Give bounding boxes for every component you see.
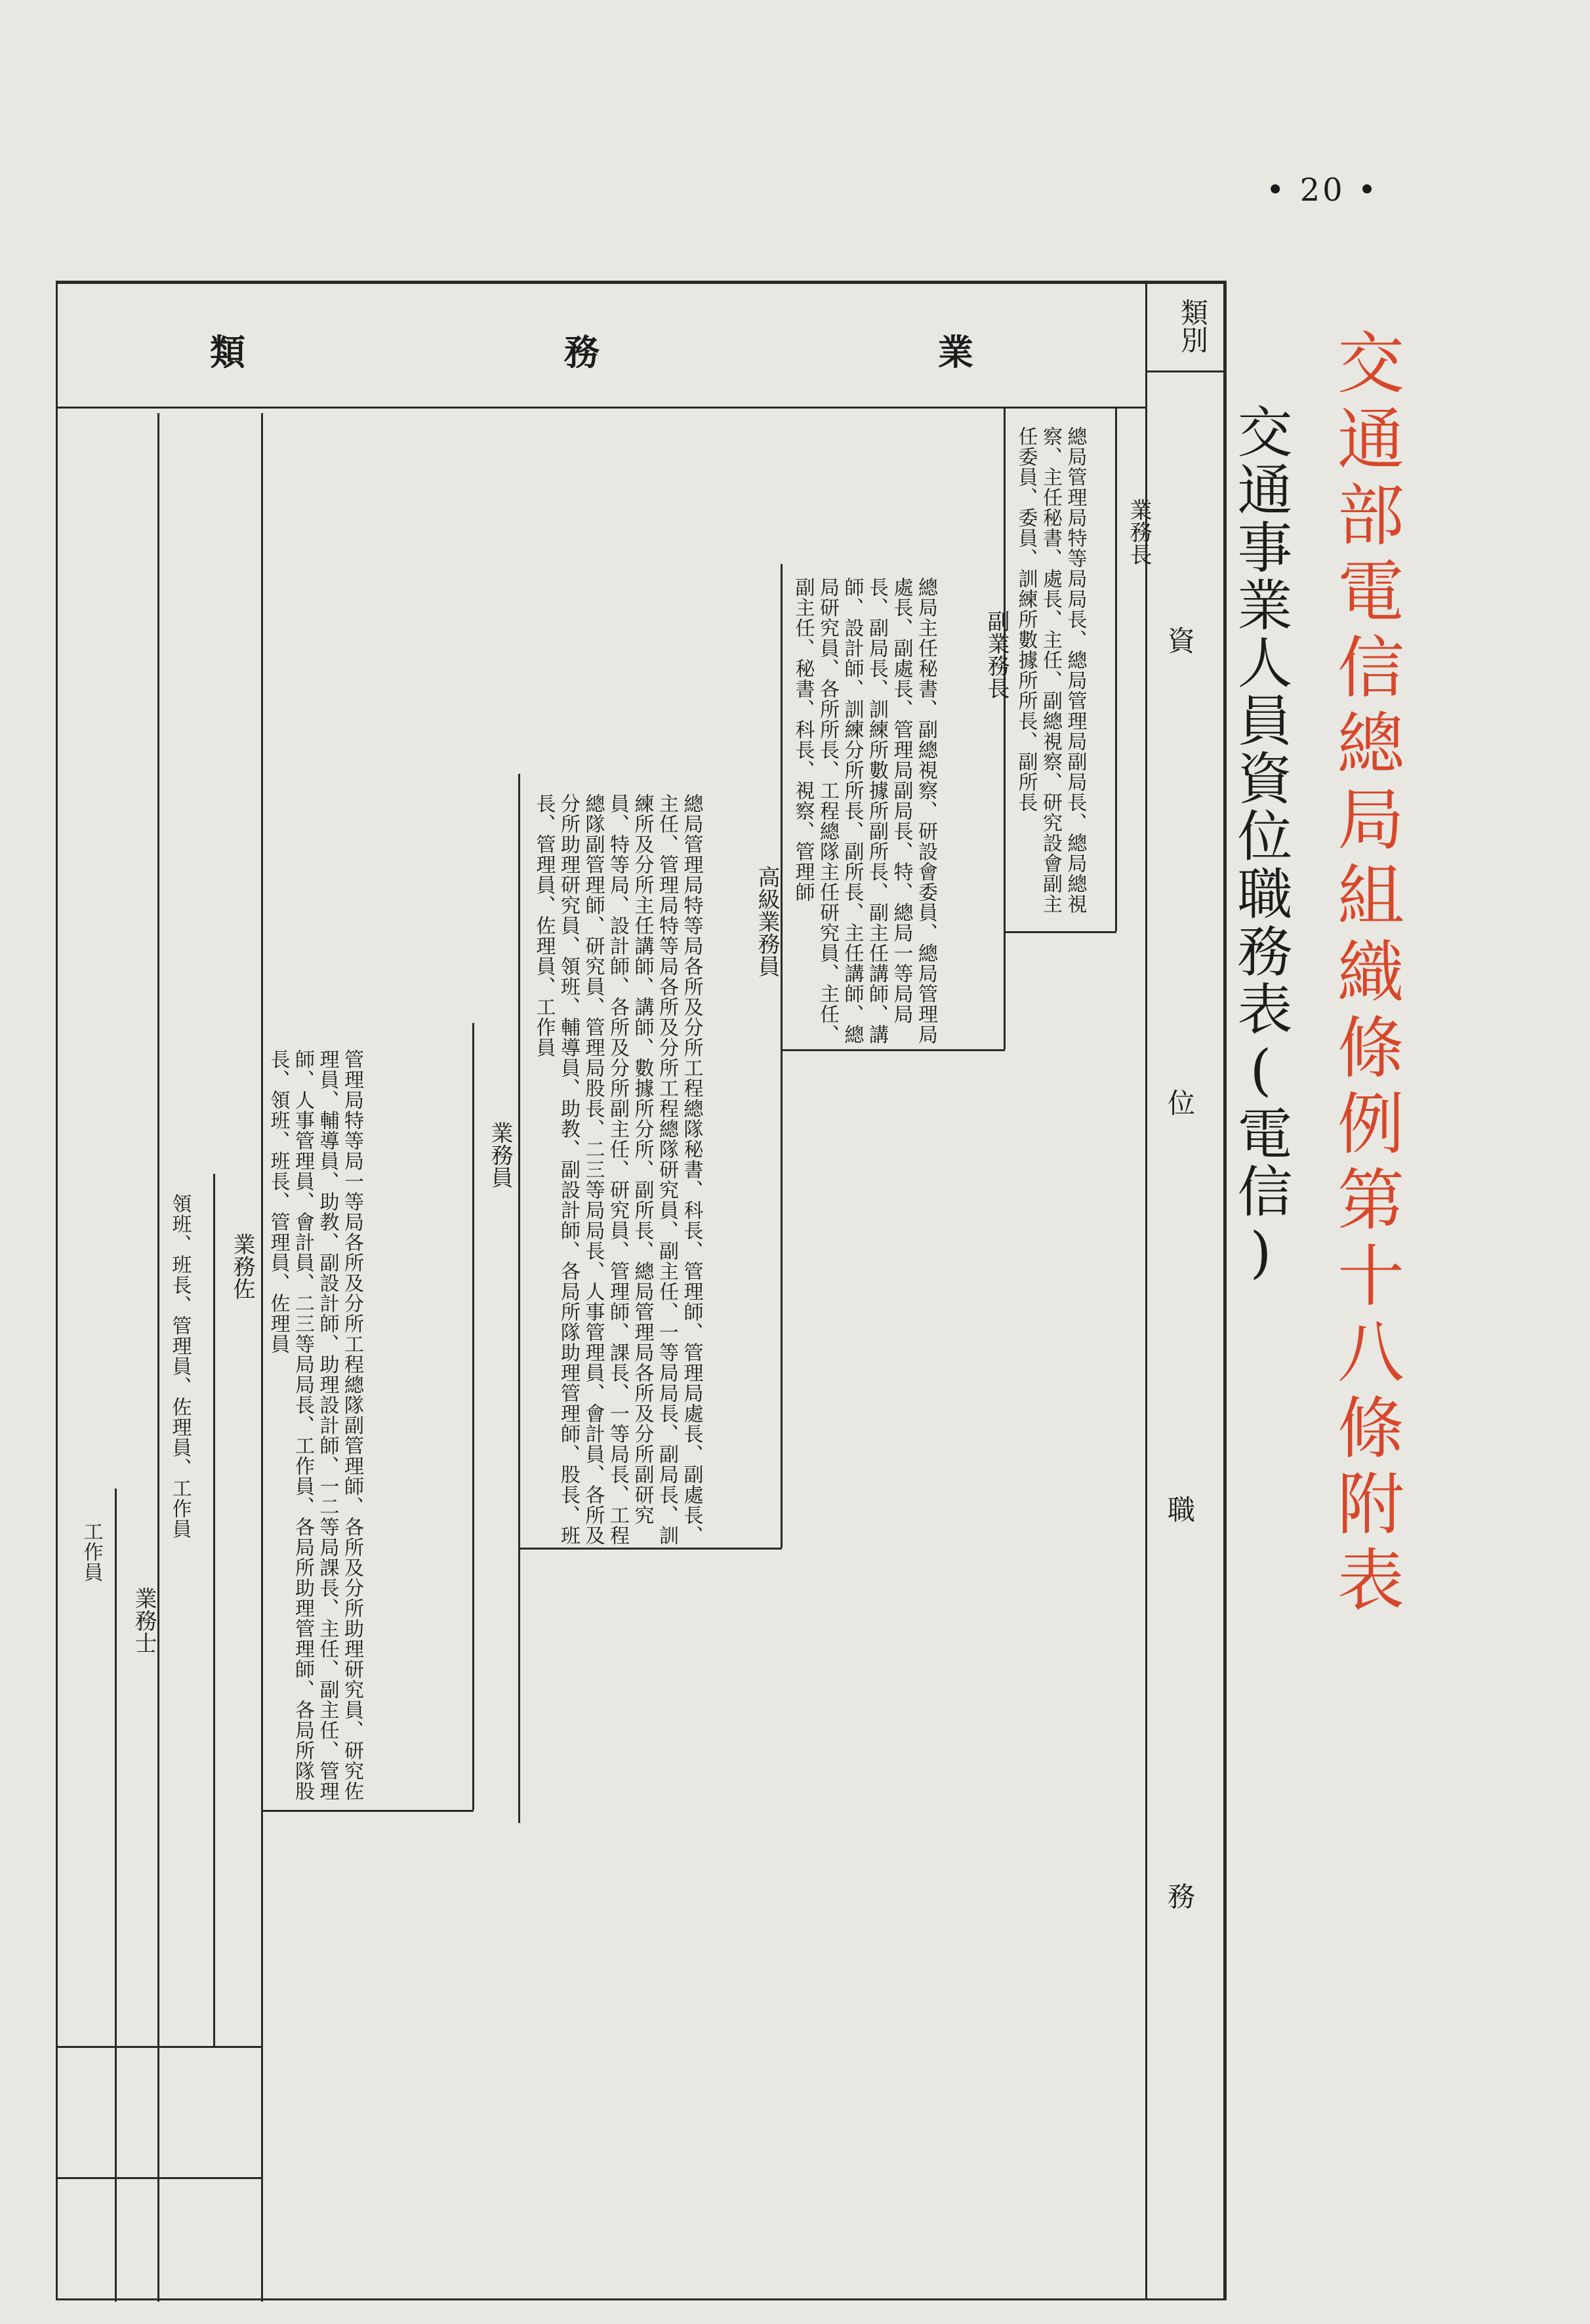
row-rule — [56, 2177, 261, 2179]
grade-box-line — [213, 1174, 215, 2046]
grade-duties: 領班、班長、管理員、佐理員、工作員 — [168, 1193, 192, 1539]
row-rule — [56, 2046, 261, 2048]
appendix-title: 交通部電信總局組織條例第十八條附表 — [1326, 328, 1404, 1621]
table-title: 交通事業人員資位職務表(電信) — [1229, 403, 1293, 1287]
table-right-border — [1223, 281, 1227, 2300]
header-divider — [1145, 281, 1147, 2300]
table-left-border — [56, 281, 58, 2300]
grade-label: 副業務長 — [983, 610, 1009, 699]
grade-box-line — [518, 1548, 782, 1550]
grade-label: 業務佐 — [229, 1233, 255, 1300]
table-top-border — [56, 281, 1227, 284]
grade-box-line — [261, 1810, 474, 1812]
grade-label: 業務士 — [131, 1587, 157, 1654]
category-char-2: 務 — [564, 331, 606, 373]
grade-label: 業務長 — [1126, 498, 1152, 565]
grade-duties: 總局主任秘書、副總視察、研設會委員、總局管理局處長、副處長、管理局副局長、特、總局一等局局長、副局長、訓練所數據所副所長、副主任講師、講師、設計師、訓練分所所長、副所長、主任講師、總局研究員、各所所長、工程總隊主任研究員、主任、副主任、秘書、科長、視察、管理師 — [791, 577, 937, 1045]
grade-duties: 總局管理局特等局各所及分所工程總隊秘書、科長、管理師、管理局處長、副處長、主任、管理局特等局各所及分所工程總隊研究員、副主任、一等局局長、副局長、訓練所及分所主任講師、講師、數據所分所、副所長、總局管理局各所及分所副研究員、特等局、設計師、各所及分所副主任、研究員、管理師、課長、一等局長、工程總隊副管理師、研究員、管理局股長、二三等局局長、人事管理員、會計員、各所及分所助理研究員、領班、輔導員、助教、副設計師、各局所隊助理管理師、股長、班長、管理員、佐理員、工作員 — [532, 793, 703, 1546]
grade-duties: 總局管理局特等局局長、總局管理局副局長、總局總視察、主任秘書、處長、主任、副總視察、研究設會副主任委員、委員、訓練所數據所所長、副所長 — [1014, 426, 1087, 914]
col-head-duty: 職 — [1168, 1494, 1196, 1526]
grade-box-line — [1004, 931, 1116, 933]
grade-duties: 管理局特等局一等局各所及分所工程總隊副管理師、各所及分所助理研究員、研究佐理員、輔導員、助教、副設計師、助理設計師、一二等局課長、主任、副主任、管理師、人事管理員、會計員、二三等局局長、工作員、各局所助理管理師、各局所隊股長、領班、班長、管理員、佐理員 — [266, 1049, 363, 1801]
header-row-divider — [1145, 371, 1225, 372]
grade-box-line — [1004, 407, 1006, 1049]
col-head-category-1: 類別 — [1177, 298, 1209, 353]
grade-label: 業務員 — [487, 1121, 513, 1188]
grade-box-line — [157, 413, 159, 2302]
grade-label: 高級業務員 — [754, 866, 780, 977]
grade-box-line — [261, 413, 263, 2302]
grade-duties: 工作員 — [79, 1521, 103, 1582]
col-head-rank: 資 — [1168, 625, 1196, 657]
table-bottom-border — [56, 2298, 1227, 2300]
category-band-divider — [56, 407, 1146, 409]
category-char-1: 業 — [938, 331, 980, 373]
grade-box-line — [518, 774, 520, 1823]
page-number: • 20 • — [1266, 172, 1379, 209]
col-head-position: 位 — [1168, 1087, 1196, 1119]
grade-box-line — [115, 1489, 117, 2302]
grade-box-line — [781, 564, 783, 1548]
col-head-service: 務 — [1168, 1881, 1196, 1913]
grade-box-line — [472, 1023, 474, 1810]
grade-box-line — [1115, 407, 1117, 931]
grade-box-line — [781, 1049, 1005, 1051]
category-char-3: 類 — [210, 331, 252, 373]
